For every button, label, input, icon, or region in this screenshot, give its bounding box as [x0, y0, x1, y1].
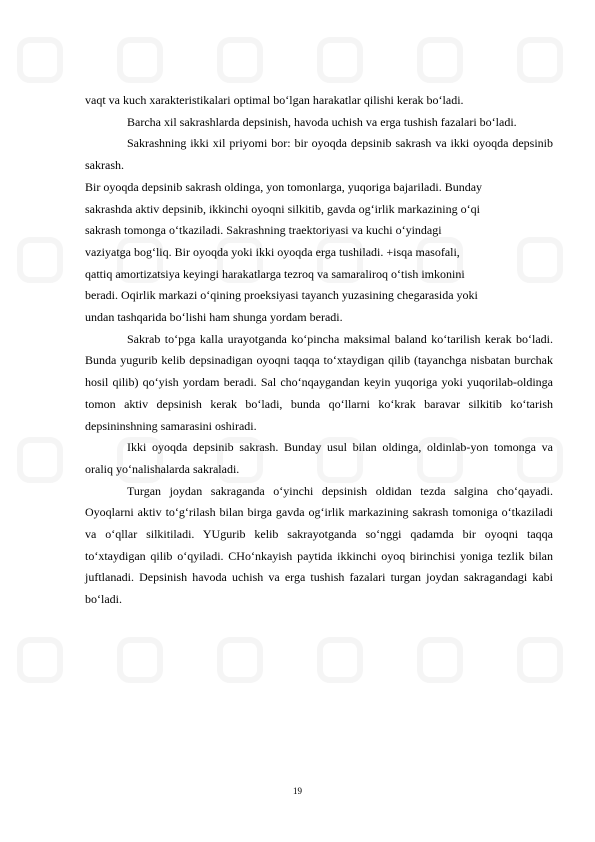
paragraph: Sakrab to‘pga kalla urayotganda ko‘pincha maksimal baland ko‘tarilish kerak bo‘ladi. Bunda yugurib kelib depsinadigan oyoqni taqqa to‘xtaydigan qilib (tayanchga nisbatan burchak hosil qilib) qo‘yish yordam beradi. Sal cho‘nqaygandan keyin yuqoriga yoki yuqorilab-oldinga tomon aktiv depsinish kerak bo‘ladi, bunda qo‘llarni ko‘krak baravar silkitib ko‘tarish depsininshning samarasini oshiradi. — [85, 331, 553, 433]
text-line: sakrashda aktiv depsinib, ikkinchi oyoqni silkitib, gavda og‘irlik markazining o‘qi — [85, 201, 480, 216]
text-line: qattiq amortizatsiya keyingi harakatlarga tezroq va samaraliroq o‘tish imkonini — [85, 266, 465, 281]
paragraph-unindented — [85, 177, 553, 329]
paragraph: vaqt va kuch xarakteristikalari optimal bo‘lgan harakatlar qilishi kerak bo‘ladi. — [85, 93, 464, 107]
text-line: beradi. Oqirlik markazi o‘qining proeksiyasi tayanch yuzasining chegarasida yoki — [85, 288, 478, 303]
page-number: 19 — [293, 786, 302, 796]
text-line: vaziyatga bog‘liq. Bir oyoqda yoki ikki oyoqda erga tushiladi. +isqa masofali, — [85, 244, 460, 259]
text-line: Bir oyoqda depsinib sakrash oldinga, yon tomonlarga, yuqoriga bajariladi. Bunday — [85, 179, 483, 194]
paragraph: Barcha xil sakrashlarda depsinish, havoda uchish va erga tushish fazalari bo‘ladi. — [127, 114, 517, 129]
body-text — [85, 90, 553, 611]
text-line: undan tashqarida bo‘lishi ham shunga yordam beradi. — [85, 310, 343, 325]
paragraph: Ikki oyoqda depsinib sakrash. Bunday usul bilan oldinga, oldinlab-yon tomonga va oraliq yo‘nalishalarda sakraladi. — [85, 440, 553, 476]
text-line: sakrash tomonga o‘tkaziladi. Sakrashning traektoriyasi va kuchi o‘yindagi — [85, 223, 442, 238]
paragraph: Sakrashning ikki xil priyomi bor: bir oyoqda depsinib sakrash va ikki oyoqda depsinib sakrash. — [85, 136, 553, 173]
paragraph: Turgan joydan sakraganda o‘yinchi depsinish oldidan tezda salgina cho‘qayadi. Oyoqlarni aktiv to‘g‘rilash bilan birga gavda og‘irlik markazining sakrash tomoniga o‘tkaziladi va o‘qllar silkitiladi. YUgurib kelib sakrayotganda so‘nggi qadamda bir oyoqni taqqa to‘xtaydigan qilib o‘qyiladi. CHo‘nkayish paytida ikkinchi oyoq birinchisi yoniga tezlik bilan juftlanadi. Depsinish havoda uchish va erga tushish fazalari turgan joydan sakragandagi kabi bo‘ladi. — [85, 483, 553, 607]
